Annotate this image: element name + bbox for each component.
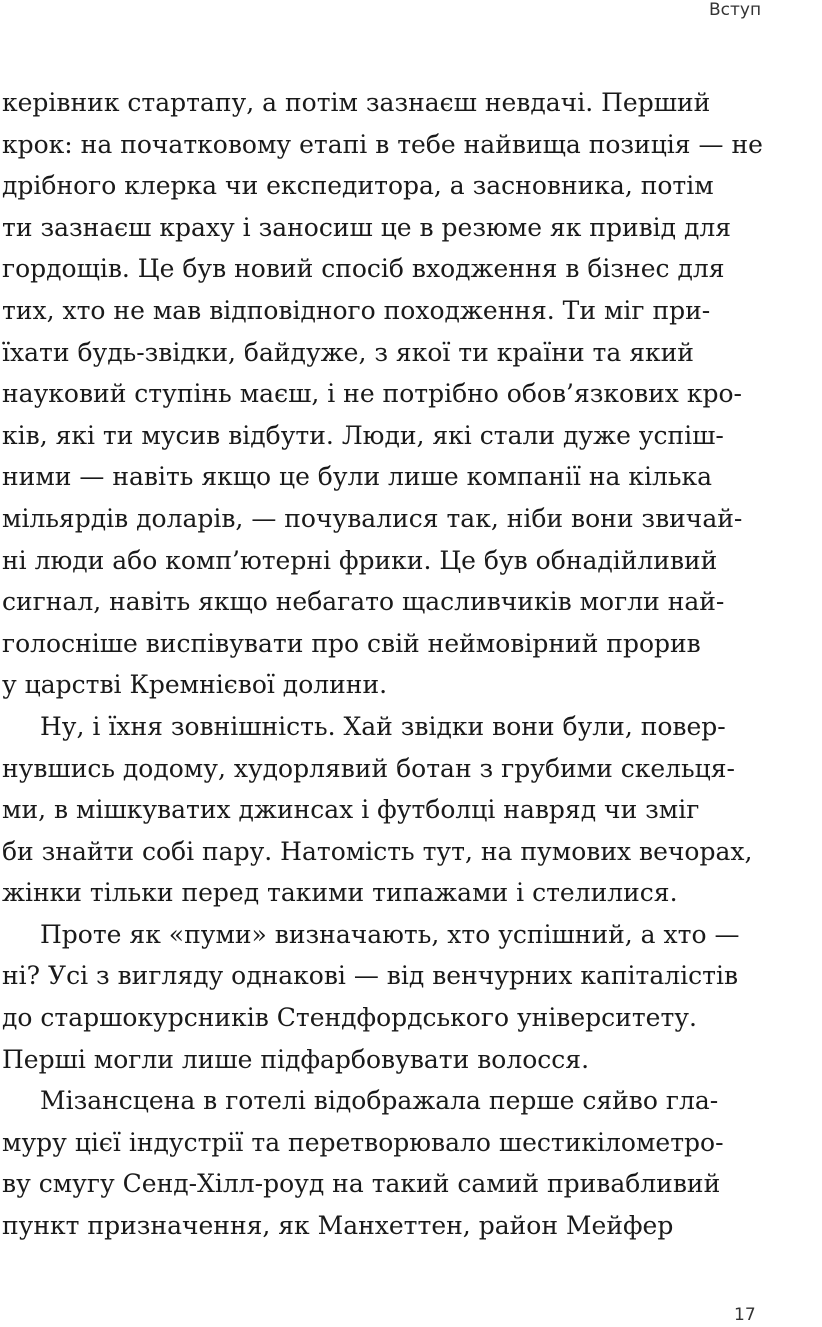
paragraph-first-line: Ну, і їхня зовнішність. Хай звідки вони були, повер- [40,711,726,741]
text-line: їхати будь-звідки, байдуже, з якої ти країни та який [2,337,694,367]
text-line: жінки тільки перед такими типажами і стелилися. [2,878,678,908]
running-header: Вступ [709,0,762,20]
text-line: ми, в мішкуватих джинсах і футболці навряд чи зміг [2,795,700,825]
text-line: ти зазнаєш краху і заносиш це в резюме як привід для [2,212,732,242]
text-line: гордощів. Це був новий спосіб входження в бізнес для [2,254,725,284]
paragraph-first-line: Проте як «пуми» визначають, хто успішний, а хто — [40,919,740,949]
text-line: ків, які ти мусив відбути. Люди, які стали дуже успіш- [2,420,724,450]
text-line: до старшокурсників Стендфордського університету. [2,1003,697,1033]
text-line: голосніше виспівувати про свій неймовірний прорив [2,628,701,658]
text-line: сигнал, навіть якщо небагато щасливчиків могли най- [2,587,725,617]
text-line: ні люди або комп’ютерні фрики. Це був обнадійливий [2,545,718,575]
page-body-text [2,82,822,1247]
page-number: 17 [734,1305,756,1325]
text-line: би знайти собі пару. Натомість тут, на пумових вечорах, [2,836,753,866]
text-line: нувшись додому, худорлявий ботан з грубими скельця- [2,753,735,783]
text-line: крок: на початковому етапі в тебе найвища позиція — не [2,129,763,159]
text-line: науковий ступінь маєш, і не потрібно обов’язкових кро- [2,379,742,409]
text-line: ву смугу Сенд-Хілл-роуд на такий самий привабливий [2,1169,721,1199]
text-line: Перші могли лише підфарбовувати волосся. [2,1044,590,1074]
text-line: керівник стартапу, а потім зазнаєш невдачі. Перший [2,88,711,117]
text-line: муру цієї індустрії та перетворювало шестикілометро- [2,1127,724,1157]
text-line: пункт призначення, як Манхеттен, район Мейфер [2,1211,674,1241]
text-line: ні? Усі з вигляду однакові — від венчурних капіталістів [2,961,739,991]
text-line: ними — навіть якщо це були лише компанії на кілька [2,462,713,492]
text-line: тих, хто не мав відповідного походження. Ти міг при- [2,295,711,325]
paragraph-first-line: Мізансцена в готелі відображала перше сяйво гла- [40,1086,719,1116]
text-line: дрібного клерка чи експедитора, а засновника, потім [2,171,714,201]
text-line: у царстві Кремнієвої долини. [2,670,388,700]
text-line: мільярдів доларів, — почувалися так, ніби вони звичай- [2,503,743,533]
